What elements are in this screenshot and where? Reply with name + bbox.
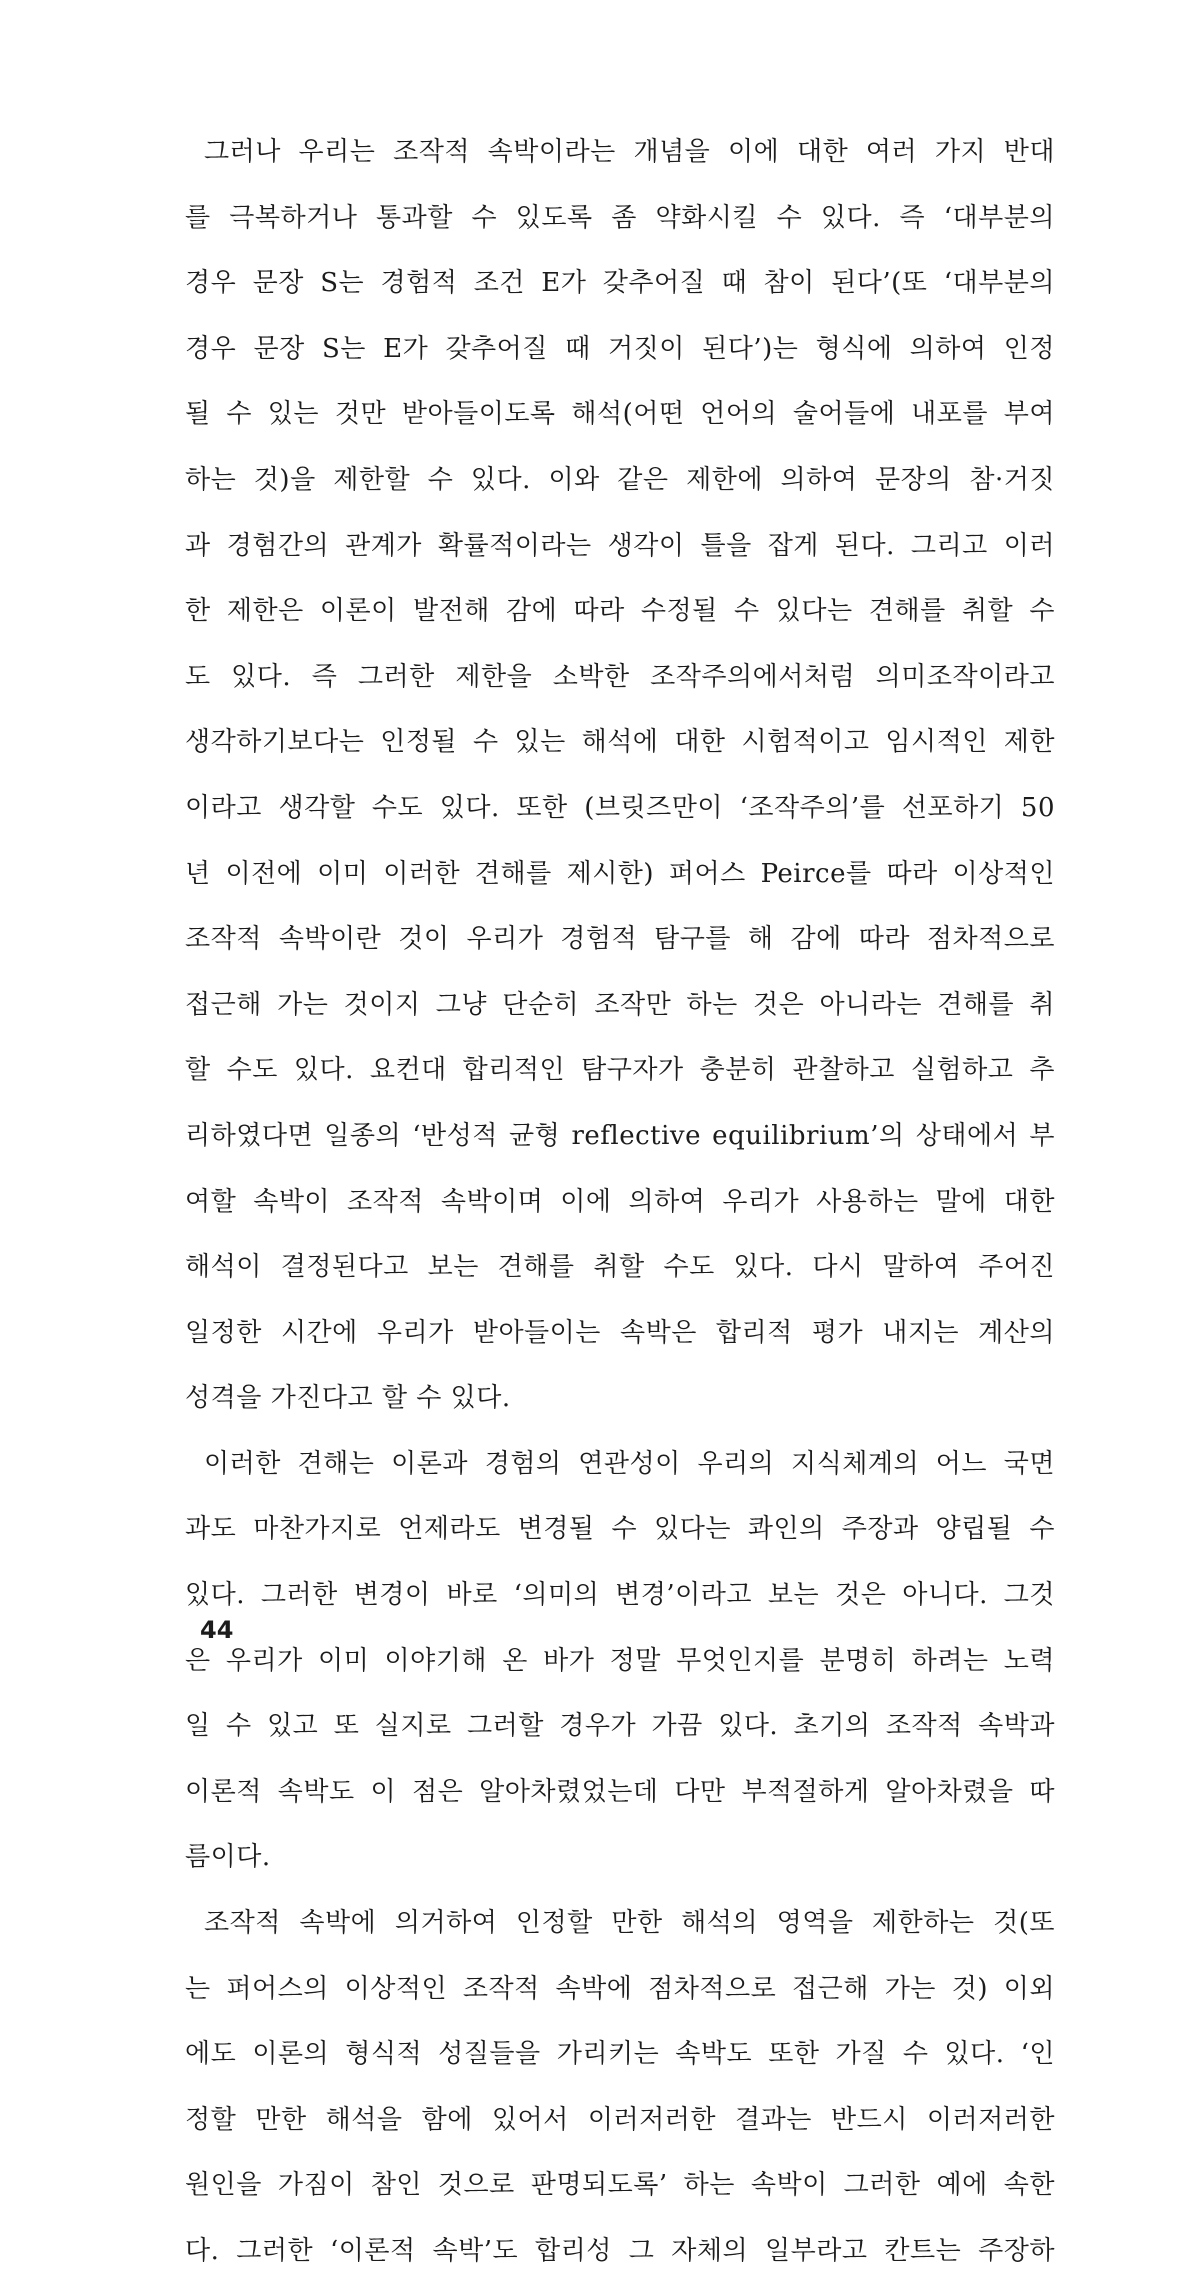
text-line: 접근해 가는 것이지 그냥 단순히 조작만 하는 것은 아니라는 견해를 취 bbox=[185, 989, 1055, 1020]
text-line: 름이다. bbox=[185, 1842, 271, 1873]
page-body bbox=[185, 120, 1055, 2285]
text-line: 과 경험간의 관계가 확률적이라는 생각이 틀을 잡게 된다. 그리고 이러 bbox=[185, 530, 1055, 561]
text-line: 조작적 속박이란 것이 우리가 경험적 탐구를 해 감에 따라 점차적으로 bbox=[185, 924, 1055, 955]
text-line: 성격을 가진다고 할 수 있다. bbox=[185, 1383, 511, 1414]
text-line: 다. 그러한 ‘이론적 속박’도 합리성 그 자체의 일부라고 칸트는 주장하 bbox=[185, 2236, 1055, 2266]
text-line: 정할 만한 해석을 함에 있어서 이러저러한 결과는 반드시 이러저러한 bbox=[185, 2104, 1055, 2135]
text-line: 해석이 결정된다고 보는 견해를 취할 수도 있다. 다시 말하여 주어진 bbox=[185, 1252, 1055, 1283]
text-line: 있다. 그러한 변경이 바로 ‘의미의 변경’이라고 보는 것은 아니다. 그것 bbox=[185, 1580, 1055, 1611]
text-line: 하는 것)을 제한할 수 있다. 이와 같은 제한에 의하여 문장의 참·거짓 bbox=[185, 464, 1055, 495]
paragraph-1 bbox=[185, 120, 1055, 1432]
text-line: 될 수 있는 것만 받아들이도록 해석(어떤 언어의 술어들에 내포를 부여 bbox=[185, 399, 1055, 430]
text-line: 는 퍼어스의 이상적인 조작적 속박에 점차적으로 접근해 가는 것) 이외 bbox=[185, 1973, 1055, 2004]
page-number: 44 bbox=[200, 1616, 234, 1644]
text-line: 경우 문장 S는 경험적 조건 E가 갖추어질 때 참이 된다’(또 ‘대부분의 bbox=[185, 268, 1055, 299]
text-line: 한 제한은 이론이 발전해 감에 따라 수정될 수 있다는 견해를 취할 수 bbox=[185, 596, 1055, 627]
text-line: 원인을 가짐이 참인 것으로 판명되도록’ 하는 속박이 그러한 예에 속한 bbox=[185, 2170, 1055, 2201]
text-line: 할 수도 있다. 요컨대 합리적인 탐구자가 충분히 관찰하고 실험하고 추 bbox=[185, 1055, 1055, 1086]
text-line: 이론적 속박도 이 점은 알아차렸었는데 다만 부적절하게 알아차렸을 따 bbox=[185, 1776, 1055, 1807]
text-line: 은 우리가 이미 이야기해 온 바가 정말 무엇인지를 분명히 하려는 노력 bbox=[185, 1645, 1055, 1676]
paragraph-2 bbox=[185, 1432, 1055, 1891]
text-line: 과도 마찬가지로 언제라도 변경될 수 있다는 콰인의 주장과 양립될 수 bbox=[185, 1514, 1055, 1545]
text-line: 생각하기보다는 인정될 수 있는 해석에 대한 시험적이고 임시적인 제한 bbox=[185, 727, 1055, 758]
text-line: 조작적 속박에 의거하여 인정할 만한 해석의 영역을 제한하는 것(또 bbox=[204, 1908, 1055, 1939]
text-line: 이라고 생각할 수도 있다. 또한 (브릿즈만이 ‘조작주의’를 선포하기 50 bbox=[185, 792, 1055, 823]
text-line: 이러한 견해는 이론과 경험의 연관성이 우리의 지식체계의 어느 국면 bbox=[204, 1448, 1055, 1479]
text-line: 리하였다면 일종의 ‘반성적 균형 reflective equilibrium’의 상태에서 부 bbox=[185, 1120, 1055, 1151]
text-line: 를 극복하거나 통과할 수 있도록 좀 약화시킬 수 있다. 즉 ‘대부분의 bbox=[185, 202, 1055, 233]
text-line: 에도 이론의 형식적 성질들을 가리키는 속박도 또한 가질 수 있다. ‘인 bbox=[185, 2039, 1055, 2070]
text-line: 년 이전에 이미 이러한 견해를 제시한) 퍼어스 Peirce를 따라 이상적인 bbox=[185, 858, 1055, 889]
text-line: 여할 속박이 조작적 속박이며 이에 의하여 우리가 사용하는 말에 대한 bbox=[185, 1186, 1055, 1217]
text-line: 일정한 시간에 우리가 받아들이는 속박은 합리적 평가 내지는 계산의 bbox=[185, 1317, 1055, 1348]
text-line: 도 있다. 즉 그러한 제한을 소박한 조작주의에서처럼 의미조작이라고 bbox=[185, 661, 1055, 692]
text-line: 경우 문장 S는 E가 갖추어질 때 거짓이 된다’)는 형식에 의하여 인정 bbox=[185, 333, 1055, 364]
paragraph-3 bbox=[185, 1891, 1055, 2285]
text-line: 일 수 있고 또 실지로 그러할 경우가 가끔 있다. 초기의 조작적 속박과 bbox=[185, 1711, 1055, 1742]
text-line: 그러나 우리는 조작적 속박이라는 개념을 이에 대한 여러 가지 반대 bbox=[204, 137, 1055, 167]
